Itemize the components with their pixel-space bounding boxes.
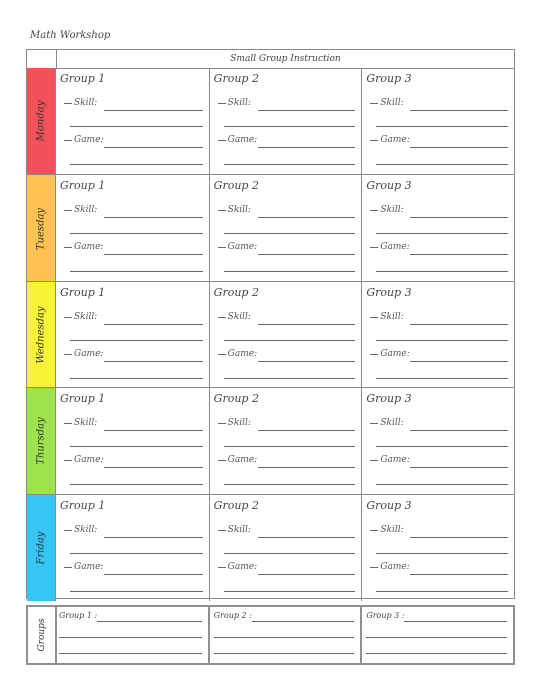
game-write-line[interactable] bbox=[70, 378, 203, 379]
day-label-cell bbox=[27, 68, 56, 174]
group-cell bbox=[56, 68, 209, 174]
skill-write-line[interactable] bbox=[258, 324, 356, 325]
bottom-group-cell bbox=[55, 607, 208, 663]
bottom-write-line[interactable] bbox=[97, 621, 202, 622]
game-write-line[interactable] bbox=[224, 591, 356, 592]
skill-label: Skill: bbox=[218, 312, 251, 322]
skill-write-line[interactable] bbox=[104, 430, 203, 431]
skill-write-line[interactable] bbox=[258, 110, 356, 111]
game-label: Game: bbox=[64, 562, 103, 572]
game-write-line[interactable] bbox=[104, 147, 203, 148]
bottom-write-line[interactable] bbox=[366, 637, 507, 638]
game-label: Game: bbox=[218, 242, 257, 252]
bottom-write-line[interactable] bbox=[214, 637, 355, 638]
groups-section bbox=[26, 605, 515, 665]
groups-label-cell bbox=[28, 607, 57, 663]
skill-write-line[interactable] bbox=[258, 430, 356, 431]
game-write-line[interactable] bbox=[410, 147, 508, 148]
game-write-line[interactable] bbox=[258, 147, 356, 148]
day-label: Tuesday bbox=[35, 207, 47, 250]
group-name: Group 1 bbox=[60, 498, 106, 512]
game-write-line[interactable] bbox=[70, 271, 203, 272]
skill-write-line[interactable] bbox=[376, 446, 508, 447]
day-row bbox=[27, 387, 514, 494]
skill-label: Skill: bbox=[64, 205, 97, 215]
group-cell bbox=[209, 495, 362, 601]
group-name: Group 1 bbox=[60, 392, 106, 406]
game-write-line[interactable] bbox=[376, 484, 508, 485]
skill-label: Skill: bbox=[370, 312, 403, 322]
group-cell bbox=[209, 282, 362, 388]
group-cell bbox=[361, 388, 514, 494]
game-label: Game: bbox=[218, 455, 257, 465]
skill-write-line[interactable] bbox=[224, 233, 356, 234]
skill-label: Skill: bbox=[64, 525, 97, 535]
game-write-line[interactable] bbox=[410, 574, 508, 575]
day-row bbox=[27, 494, 514, 601]
game-write-line[interactable] bbox=[224, 164, 356, 165]
game-write-line[interactable] bbox=[410, 361, 508, 362]
day-row bbox=[27, 174, 514, 281]
bottom-group-cell bbox=[360, 607, 513, 663]
skill-write-line[interactable] bbox=[410, 537, 508, 538]
game-label: Game: bbox=[370, 455, 409, 465]
game-label: Game: bbox=[64, 349, 103, 359]
game-write-line[interactable] bbox=[104, 361, 203, 362]
skill-write-line[interactable] bbox=[104, 110, 203, 111]
game-write-line[interactable] bbox=[258, 574, 356, 575]
skill-write-line[interactable] bbox=[376, 553, 508, 554]
group-name: Group 2 bbox=[213, 392, 259, 406]
game-write-line[interactable] bbox=[376, 164, 508, 165]
game-label: Game: bbox=[64, 242, 103, 252]
game-write-line[interactable] bbox=[258, 467, 356, 468]
day-label-cell bbox=[27, 495, 56, 601]
skill-label: Skill: bbox=[370, 205, 403, 215]
game-label: Game: bbox=[370, 242, 409, 252]
game-write-line[interactable] bbox=[376, 271, 508, 272]
group-name: Group 1 bbox=[60, 285, 106, 299]
game-write-line[interactable] bbox=[70, 164, 203, 165]
game-write-line[interactable] bbox=[104, 574, 203, 575]
skill-write-line[interactable] bbox=[70, 233, 203, 234]
skill-label: Skill: bbox=[218, 418, 251, 428]
day-label-cell bbox=[27, 175, 56, 281]
skill-write-line[interactable] bbox=[104, 324, 203, 325]
bottom-write-line[interactable] bbox=[404, 621, 507, 622]
group-name: Group 2 bbox=[213, 179, 259, 193]
game-label: Game: bbox=[64, 455, 103, 465]
skill-write-line[interactable] bbox=[258, 537, 356, 538]
skill-label: Skill: bbox=[218, 525, 251, 535]
skill-label: Skill: bbox=[218, 205, 251, 215]
game-label: Game: bbox=[64, 135, 103, 145]
game-write-line[interactable] bbox=[70, 591, 203, 592]
day-row bbox=[27, 68, 514, 174]
game-write-line[interactable] bbox=[104, 254, 203, 255]
group-cell bbox=[56, 282, 209, 388]
skill-write-line[interactable] bbox=[258, 217, 356, 218]
skill-write-line[interactable] bbox=[104, 537, 203, 538]
skill-write-line[interactable] bbox=[70, 446, 203, 447]
game-label: Game: bbox=[218, 135, 257, 145]
skill-label: Skill: bbox=[370, 98, 403, 108]
skill-label: Skill: bbox=[370, 418, 403, 428]
group-cell bbox=[56, 175, 209, 281]
game-write-line[interactable] bbox=[410, 254, 508, 255]
skill-write-line[interactable] bbox=[70, 553, 203, 554]
group-cell bbox=[209, 68, 362, 174]
day-row bbox=[27, 281, 514, 388]
group-cell bbox=[209, 175, 362, 281]
game-write-line[interactable] bbox=[104, 467, 203, 468]
bottom-write-line[interactable] bbox=[59, 637, 202, 638]
page-title: Math Workshop bbox=[30, 30, 111, 41]
game-label: Game: bbox=[370, 562, 409, 572]
groups-label: Groups bbox=[36, 618, 47, 652]
skill-write-line[interactable] bbox=[104, 217, 203, 218]
day-label: Friday bbox=[35, 531, 47, 565]
bottom-group-label: Group 1 : bbox=[59, 611, 98, 620]
skill-write-line[interactable] bbox=[224, 126, 356, 127]
group-name: Group 1 bbox=[60, 179, 106, 193]
group-cell bbox=[209, 388, 362, 494]
bottom-write-line[interactable] bbox=[59, 653, 202, 654]
skill-write-line[interactable] bbox=[70, 126, 203, 127]
skill-write-line[interactable] bbox=[410, 217, 508, 218]
game-write-line[interactable] bbox=[258, 254, 356, 255]
table-header: Small Group Instruction bbox=[56, 50, 514, 69]
skill-write-line[interactable] bbox=[224, 446, 356, 447]
game-write-line[interactable] bbox=[376, 378, 508, 379]
skill-write-line[interactable] bbox=[224, 340, 356, 341]
group-cell bbox=[361, 495, 514, 601]
day-label: Monday bbox=[35, 100, 47, 142]
game-write-line[interactable] bbox=[70, 484, 203, 485]
game-label: Game: bbox=[370, 349, 409, 359]
bottom-group-label: Group 2 : bbox=[213, 611, 252, 620]
group-cell bbox=[56, 495, 209, 601]
planner-table bbox=[26, 49, 515, 599]
game-write-line[interactable] bbox=[224, 484, 356, 485]
group-name: Group 3 bbox=[366, 498, 412, 512]
skill-write-line[interactable] bbox=[410, 430, 508, 431]
game-label: Game: bbox=[370, 135, 409, 145]
group-name: Group 1 bbox=[60, 72, 106, 85]
day-label-cell bbox=[27, 388, 56, 494]
group-cell bbox=[361, 68, 514, 174]
group-name: Group 3 bbox=[366, 179, 412, 193]
group-name: Group 3 bbox=[366, 285, 412, 299]
game-label: Game: bbox=[218, 349, 257, 359]
game-write-line[interactable] bbox=[376, 591, 508, 592]
skill-write-line[interactable] bbox=[410, 110, 508, 111]
group-name: Group 2 bbox=[213, 72, 259, 85]
skill-write-line[interactable] bbox=[376, 233, 508, 234]
group-cell bbox=[361, 282, 514, 388]
day-label: Thursday bbox=[35, 417, 47, 466]
bottom-write-line[interactable] bbox=[214, 653, 355, 654]
group-name: Group 2 bbox=[213, 498, 259, 512]
skill-write-line[interactable] bbox=[376, 340, 508, 341]
skill-write-line[interactable] bbox=[376, 126, 508, 127]
skill-write-line[interactable] bbox=[224, 553, 356, 554]
day-label: Wednesday bbox=[35, 306, 47, 364]
skill-write-line[interactable] bbox=[410, 324, 508, 325]
bottom-write-line[interactable] bbox=[366, 653, 507, 654]
group-cell bbox=[361, 175, 514, 281]
bottom-write-line[interactable] bbox=[252, 621, 355, 622]
group-cell bbox=[56, 388, 209, 494]
day-label-cell bbox=[27, 282, 56, 388]
group-name: Group 3 bbox=[366, 392, 412, 406]
game-write-line[interactable] bbox=[224, 378, 356, 379]
game-label: Game: bbox=[218, 562, 257, 572]
game-write-line[interactable] bbox=[258, 361, 356, 362]
skill-label: Skill: bbox=[218, 98, 251, 108]
group-name: Group 3 bbox=[366, 72, 412, 85]
skill-write-line[interactable] bbox=[70, 340, 203, 341]
bottom-group-label: Group 3 : bbox=[366, 611, 405, 620]
skill-label: Skill: bbox=[64, 312, 97, 322]
skill-label: Skill: bbox=[64, 98, 97, 108]
skill-label: Skill: bbox=[64, 418, 97, 428]
game-write-line[interactable] bbox=[410, 467, 508, 468]
bottom-group-cell bbox=[208, 607, 361, 663]
skill-label: Skill: bbox=[370, 525, 403, 535]
game-write-line[interactable] bbox=[224, 271, 356, 272]
group-name: Group 2 bbox=[213, 285, 259, 299]
